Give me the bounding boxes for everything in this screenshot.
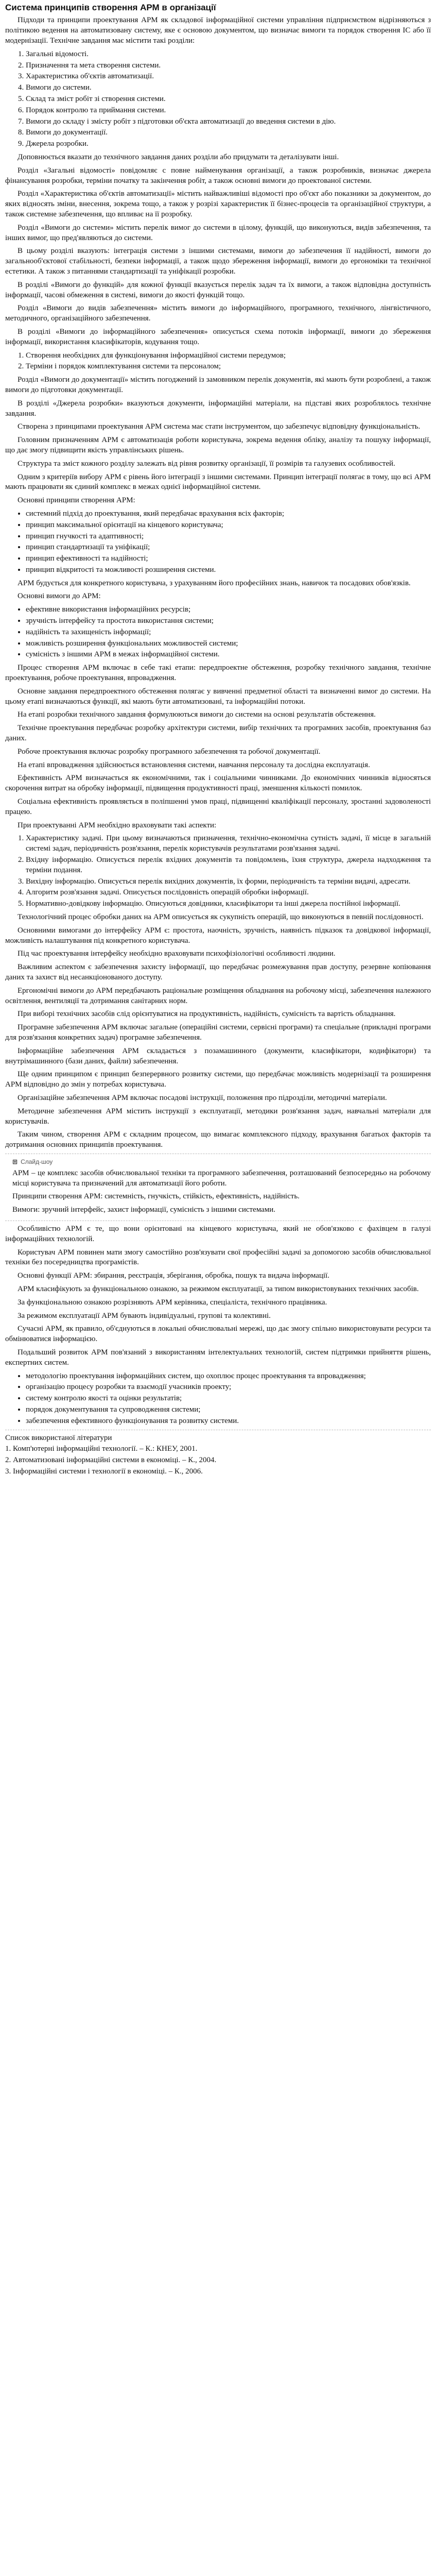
paragraph: Доповнюється вказати до технічного завдання даних розділи або придумати та деталізувати інші. — [18, 153, 339, 161]
principles-list — [5, 509, 431, 575]
list-item: • принцип відкритості та можливості розширення системи. — [26, 565, 431, 575]
paragraph: Головним призначенням АРМ є автоматизація роботи користувача, зокрема ведення обліку, аналізу та пошуку інформації, що дає змогу підвищити якість управлінських рішень. — [5, 436, 431, 454]
paragraph: Ще одним принципом є принцип безперервного розвитку системи, що передбачає можливість модернізації та розширення АРМ відповідно до змін у потребах користувача. — [5, 1070, 431, 1089]
paragraph: Основне завдання передпроектного обстеження полягає у вивченні предметної області та визначенні вимог до системи. На цьому етапі визначаються функції, які мають бути автоматизовані, та інформаційні потоки. — [5, 687, 431, 706]
list-item: • порядок документування та супроводження системи; — [26, 1405, 431, 1415]
paragraph: Інформаційне забезпечення АРМ складається з позамашинного (документи, класифікатори, кодифікатори) та внутрімашинного (бази даних, файли) забезпечення. — [5, 1046, 431, 1065]
paragraph: Під час проектування інтерфейсу необхідно враховувати психофізіологічні особливості людини. — [18, 950, 336, 958]
list-item: 6. Порядок контролю та приймання системи. — [26, 106, 431, 116]
paragraph: На етапі впровадження здійснюється встановлення системи, навчання персоналу та дослідна експлуатація. — [18, 760, 370, 769]
paragraph: Розділ «Вимоги до документації» містить погоджений із замовником перелік документів, які мають бути розроблені, а також вимоги до підготовки документації. — [5, 376, 431, 394]
list-item: 5. Нормативно-довідкову інформацію. Описуються довідники, класифікатори та інші джерела постійної інформації. — [26, 899, 431, 909]
paragraph: Основні функції АРМ: збирання, реєстрація, зберігання, обробка, пошук та видача інформації. — [18, 1272, 329, 1280]
list-item: • принцип максимальної орієнтації на кінцевого користувача; — [26, 520, 431, 531]
paragraph: Технічне проектування передбачає розробку архітектури системи, вибір технічних та програмних засобів, проектування баз даних. — [5, 724, 431, 743]
paragraph: Створена з принципами проектування АРМ система має стати інструментом, що забезпечує відповідну функціональність. — [18, 422, 421, 431]
paragraph: Таким чином, створення АРМ є складним процесом, що вимагає комплексного підходу, врахування багатьох факторів та дотримання основних принципів проектування. — [5, 1130, 431, 1149]
paragraph: Методичне забезпечення АРМ містить інструкції з експлуатації, методики розв'язання задач, навчальні матеріали для користувачів. — [5, 1107, 431, 1126]
list-item: • сумісність з іншими АРМ в межах інформаційної системи. — [26, 650, 431, 660]
paragraph: В цьому розділі вказують: інтеграція системи з іншими системами, вимоги до забезпечення її надійності, вимоги до загальнооб'єктової стабільності, безпеки інформації, а також щодо збереження інформації, вимоги до ергономіки та технічної естетики. А також з питаннями стандартизації та уніфікації розробки. — [5, 247, 431, 276]
paragraph: Підходи та принципи проектування АРМ як складової інформаційної системи управління підприємством відрізняються з політикою ведення на автоматизовану систему, яке є основою документом, що визначає вимоги та порядок створення ІС або її модернізації. Технічне завдання має містити такі розділи: — [5, 16, 431, 45]
list-item: • можливість розширення функціональних можливостей системи; — [26, 639, 431, 649]
list-item: • принцип ефективності та надійності; — [26, 554, 431, 564]
paragraph: В розділі «Вимоги до функцій» для кожної функції вказується перелік задач та їх вимоги, а також відповідна доступність інформації, часові обмеження в системі, вимоги до якості функцій тощо. — [5, 280, 431, 299]
snippet-line: Вимоги: зручний інтерфейс, захист інформації, сумісність з іншими системами. — [12, 1206, 276, 1214]
paragraph: Соціальна ефективність проявляється в поліпшенні умов праці, підвищенні кваліфікації персоналу, зростанні задоволеності працею. — [5, 798, 431, 816]
list-item: • принцип стандартизації та уніфікації; — [26, 543, 431, 553]
body-block-1 — [5, 152, 431, 348]
body-block-3 — [5, 579, 431, 602]
references — [5, 1433, 431, 1477]
body-block-5 — [5, 912, 431, 1150]
list-item: 1. Створення необхідних для функціонування інформаційної системи передумов; — [26, 351, 431, 361]
expand-icon[interactable]: ⊞ — [12, 1158, 18, 1165]
list-item: 3. Характеристика об'єктів автоматизації. — [26, 72, 431, 82]
reference-item: 2. Автоматизовані інформаційні системи в економіці. – К., 2004. — [5, 1456, 217, 1465]
references-heading: Список використаної літератури — [5, 1433, 112, 1442]
snippet-header[interactable] — [5, 1158, 431, 1166]
snippet-body — [5, 1168, 431, 1215]
paragraph: Користувач АРМ повинен мати змогу самостійно розв'язувати свої професійні задачі за допомогою засобів обчислювальної техніки без посередництва програмістів. — [5, 1248, 431, 1267]
final-list — [5, 1371, 431, 1427]
paragraph: В розділі «Джерела розробки» вказуються документи, інформаційні матеріали, на підставі яких розроблялось технічне завдання. — [5, 399, 431, 418]
list-item: 8. Вимоги до документації. — [26, 128, 431, 138]
list-item: • організацію процесу розробки та взаємодії учасників проекту; — [26, 1382, 431, 1393]
body-block-2 — [5, 375, 431, 506]
sections-list-2 — [5, 351, 431, 372]
paragraph: При проектуванні АРМ необхідно враховувати такі аспекти: — [18, 821, 217, 829]
reference-item: 1. Комп'ютерні інформаційні технології. – К.: КНЕУ, 2001. — [5, 1445, 198, 1453]
paragraph: Сучасні АРМ, як правило, об'єднуються в локальні обчислювальні мережі, що дає змогу спільно використовувати ресурси та обмінюватися інформацією. — [5, 1325, 431, 1344]
list-item: 5. Склад та зміст робіт зі створення системи. — [26, 94, 431, 105]
list-item: 1. Загальні відомості. — [26, 49, 431, 60]
list-item: • зручність інтерфейсу та простота використання системи; — [26, 616, 431, 626]
list-item: • системний підхід до проектування, який передбачає врахування всіх факторів; — [26, 509, 431, 519]
paragraph: Важливим аспектом є забезпечення захисту інформації, що передбачає розмежування прав доступу, резервне копіювання даних та захист від несанкціонованого доступу. — [5, 963, 431, 981]
paragraph: Технологічний процес обробки даних на АРМ описується як сукупність операцій, що виконуються в певній послідовності. — [18, 913, 424, 921]
list-item: 4. Алгоритм розв'язання задачі. Описується послідовність операцій обробки інформації. — [26, 888, 431, 898]
paragraph: Основні вимоги до АРМ: — [18, 592, 101, 601]
list-item: 7. Вимоги до складу і змісту робіт з підготовки об'єкта автоматизації до введення системи в дію. — [26, 117, 431, 127]
slideshow-snippet — [5, 1158, 431, 1215]
list-item: 4. Вимоги до системи. — [26, 83, 431, 93]
intro-block — [5, 15, 431, 46]
paragraph: Основними вимогами до інтерфейсу АРМ є: простота, наочність, зручність, наявність підказок та довідкової інформації, можливість налаштування під конкретного користувача. — [5, 926, 431, 945]
paragraph: Структура та зміст кожного розділу залежать від рівня розвитку організації, її розмірів та галузевих особливостей. — [18, 459, 395, 468]
paragraph: На етапі розробки технічного завдання формулюються вимоги до системи на основі результатів обстеження. — [18, 710, 376, 719]
paragraph: Розділ «Вимоги до видів забезпечення» містить вимоги до інформаційного, програмного, технічного, лінгвістичного, методичного, організаційного забезпечення. — [5, 304, 431, 323]
snippet-line: АРМ – це комплекс засобів обчислювальної техніки та програмного забезпечення, розташований безпосередньо на робочому місці користувача та призначений для автоматизації його роботи. — [12, 1168, 431, 1188]
paragraph: Розділ «Характеристика об'єктів автоматизації» містить найважливіші відомості про об'єкт або показники за документом, до яких відносять зміни, внесення, зокрема тощо, а також у розрізі характеристик її бізнес-процесів та організаційної структури, а також системне забезпечення, що впливає на її розробку. — [5, 190, 431, 218]
paragraph: АРМ класифікують за функціональною ознакою, за режимом експлуатації, за типом використовуваних технічних засобів. — [18, 1284, 419, 1293]
body-block-4 — [5, 663, 431, 831]
aspects-list — [5, 834, 431, 909]
requirements-list — [5, 605, 431, 660]
list-item: • методологію проектування інформаційних систем, що охоплює процес проектування та впровадження; — [26, 1371, 431, 1382]
list-item: • принцип гнучкості та адаптивності; — [26, 532, 431, 542]
sections-list-1 — [5, 49, 431, 149]
paragraph: Процес створення АРМ включає в себе такі етапи: передпроектне обстеження, розробку технічного завдання, технічне проектування, робоче проектування, впровадження. — [5, 664, 431, 683]
paragraph: АРМ будується для конкретного користувача, з урахуванням його професійних знань, навичок та посадових обов'язків. — [18, 579, 411, 587]
paragraph: Ергономічні вимоги до АРМ передбачають раціональне розміщення обладнання на робочому місці, забезпечення належного освітлення, вентиляції та дотримання санітарних норм. — [5, 986, 431, 1005]
paragraph: Подальший розвиток АРМ пов'язаний з використанням інтелектуальних технологій, систем підтримки прийняття рішень, експертних систем. — [5, 1348, 431, 1367]
list-item: • надійність та захищеність інформації; — [26, 628, 431, 638]
list-item: • ефективне використання інформаційних ресурсів; — [26, 605, 431, 615]
reference-item: 3. Інформаційні системи і технології в економіці. – К., 2006. — [5, 1467, 203, 1476]
list-item: 9. Джерела розробки. — [26, 139, 431, 149]
paragraph: Основні принципи створення АРМ: — [18, 496, 135, 505]
document-title: Система принципів створення АРМ в організації — [5, 3, 216, 12]
list-item: 1. Характеристику задачі. При цьому визначаються призначення, технічно-економічна сутність задачі, її місце в загальній системі задач, періодичність розв'язання, перелік користувачів результатами розв'язання задачі. — [26, 834, 431, 854]
paragraph: При виборі технічних засобів слід орієнтуватися на продуктивність, надійність, сумісність та вартість обладнання. — [18, 1010, 396, 1019]
list-item: 3. Вихідну інформацію. Описується перелік вихідних документів, їх форми, періодичність та терміни видачі, адресати. — [26, 877, 431, 887]
list-item: 2. Призначення та мета створення системи. — [26, 61, 431, 71]
list-item: • систему контролю якості та оцінки результатів; — [26, 1394, 431, 1404]
list-item: 2. Терміни і порядок комплектування системи та персоналом; — [26, 362, 431, 372]
list-item: • забезпечення ефективного функціонування та розвитку системи. — [26, 1416, 431, 1427]
paragraph: Організаційне забезпечення АРМ включає посадові інструкції, положення про підрозділи, методичні матеріали. — [18, 1093, 387, 1102]
snippet-line: Принципи створення АРМ: системність, гнучкість, стійкість, ефективність, надійність. — [12, 1192, 300, 1201]
paragraph: Програмне забезпечення АРМ включає загальне (операційні системи, сервісні програми) та спеціальне (прикладні програми для розв'язання конкретних задач) програмне забезпечення. — [5, 1023, 431, 1042]
paragraph: Особливістю АРМ є те, що вони орієнтовані на кінцевого користувача, який не обов'язково є фахівцем в галузі інформаційних технологій. — [5, 1224, 431, 1243]
paragraph: Робоче проектування включає розробку програмного забезпечення та робочої документації. — [18, 747, 321, 756]
paragraph: Одним з критеріїв вибору АРМ є рівень його інтеграції з іншими системами. Принцип інтеграції полягає в тому, що всі АРМ мають працювати як єдиний комплекс в межах однієї інформаційної системи. — [5, 472, 431, 492]
snippet-label: Слайд-шоу — [21, 1158, 53, 1165]
paragraph: В розділі «Вимоги до інформаційного забезпечення» описується схема потоків інформації, вимоги до збереження інформації, використання класифікаторів, кодування тощо. — [5, 327, 431, 346]
list-item: 2. Вхідну інформацію. Описується перелік вхідних документів та повідомлень, їхня структура, джерела надходження та терміни подання. — [26, 855, 431, 876]
paragraph: За режимом експлуатації АРМ бувають індивідуальні, групові та колективні. — [18, 1311, 271, 1320]
paragraph: За функціональною ознакою розрізняють АРМ керівника, спеціаліста, технічного працівника. — [18, 1298, 327, 1307]
paragraph: Розділ «Вимоги до системи» містить перелік вимог до системи в цілому, функцій, що виконуються, видів забезпечення, та інших вимог, що пред'являються до системи. — [5, 223, 431, 242]
paragraph: Розділ «Загальні відомості» повідомляє с повне найменування організації, а також розробників, визначає джерела фінансування розробки, терміни початку та закінчення робіт, а також основні вимоги до проектованої системи. — [5, 166, 431, 185]
body-block-6 — [5, 1224, 431, 1368]
paragraph: Ефективність АРМ визначається як економічними, так і соціальними чинниками. До економічних чинників відносяться скорочення витрат на обробку інформації, підвищення продуктивності праці, зменшення кількості помилок. — [5, 774, 431, 793]
